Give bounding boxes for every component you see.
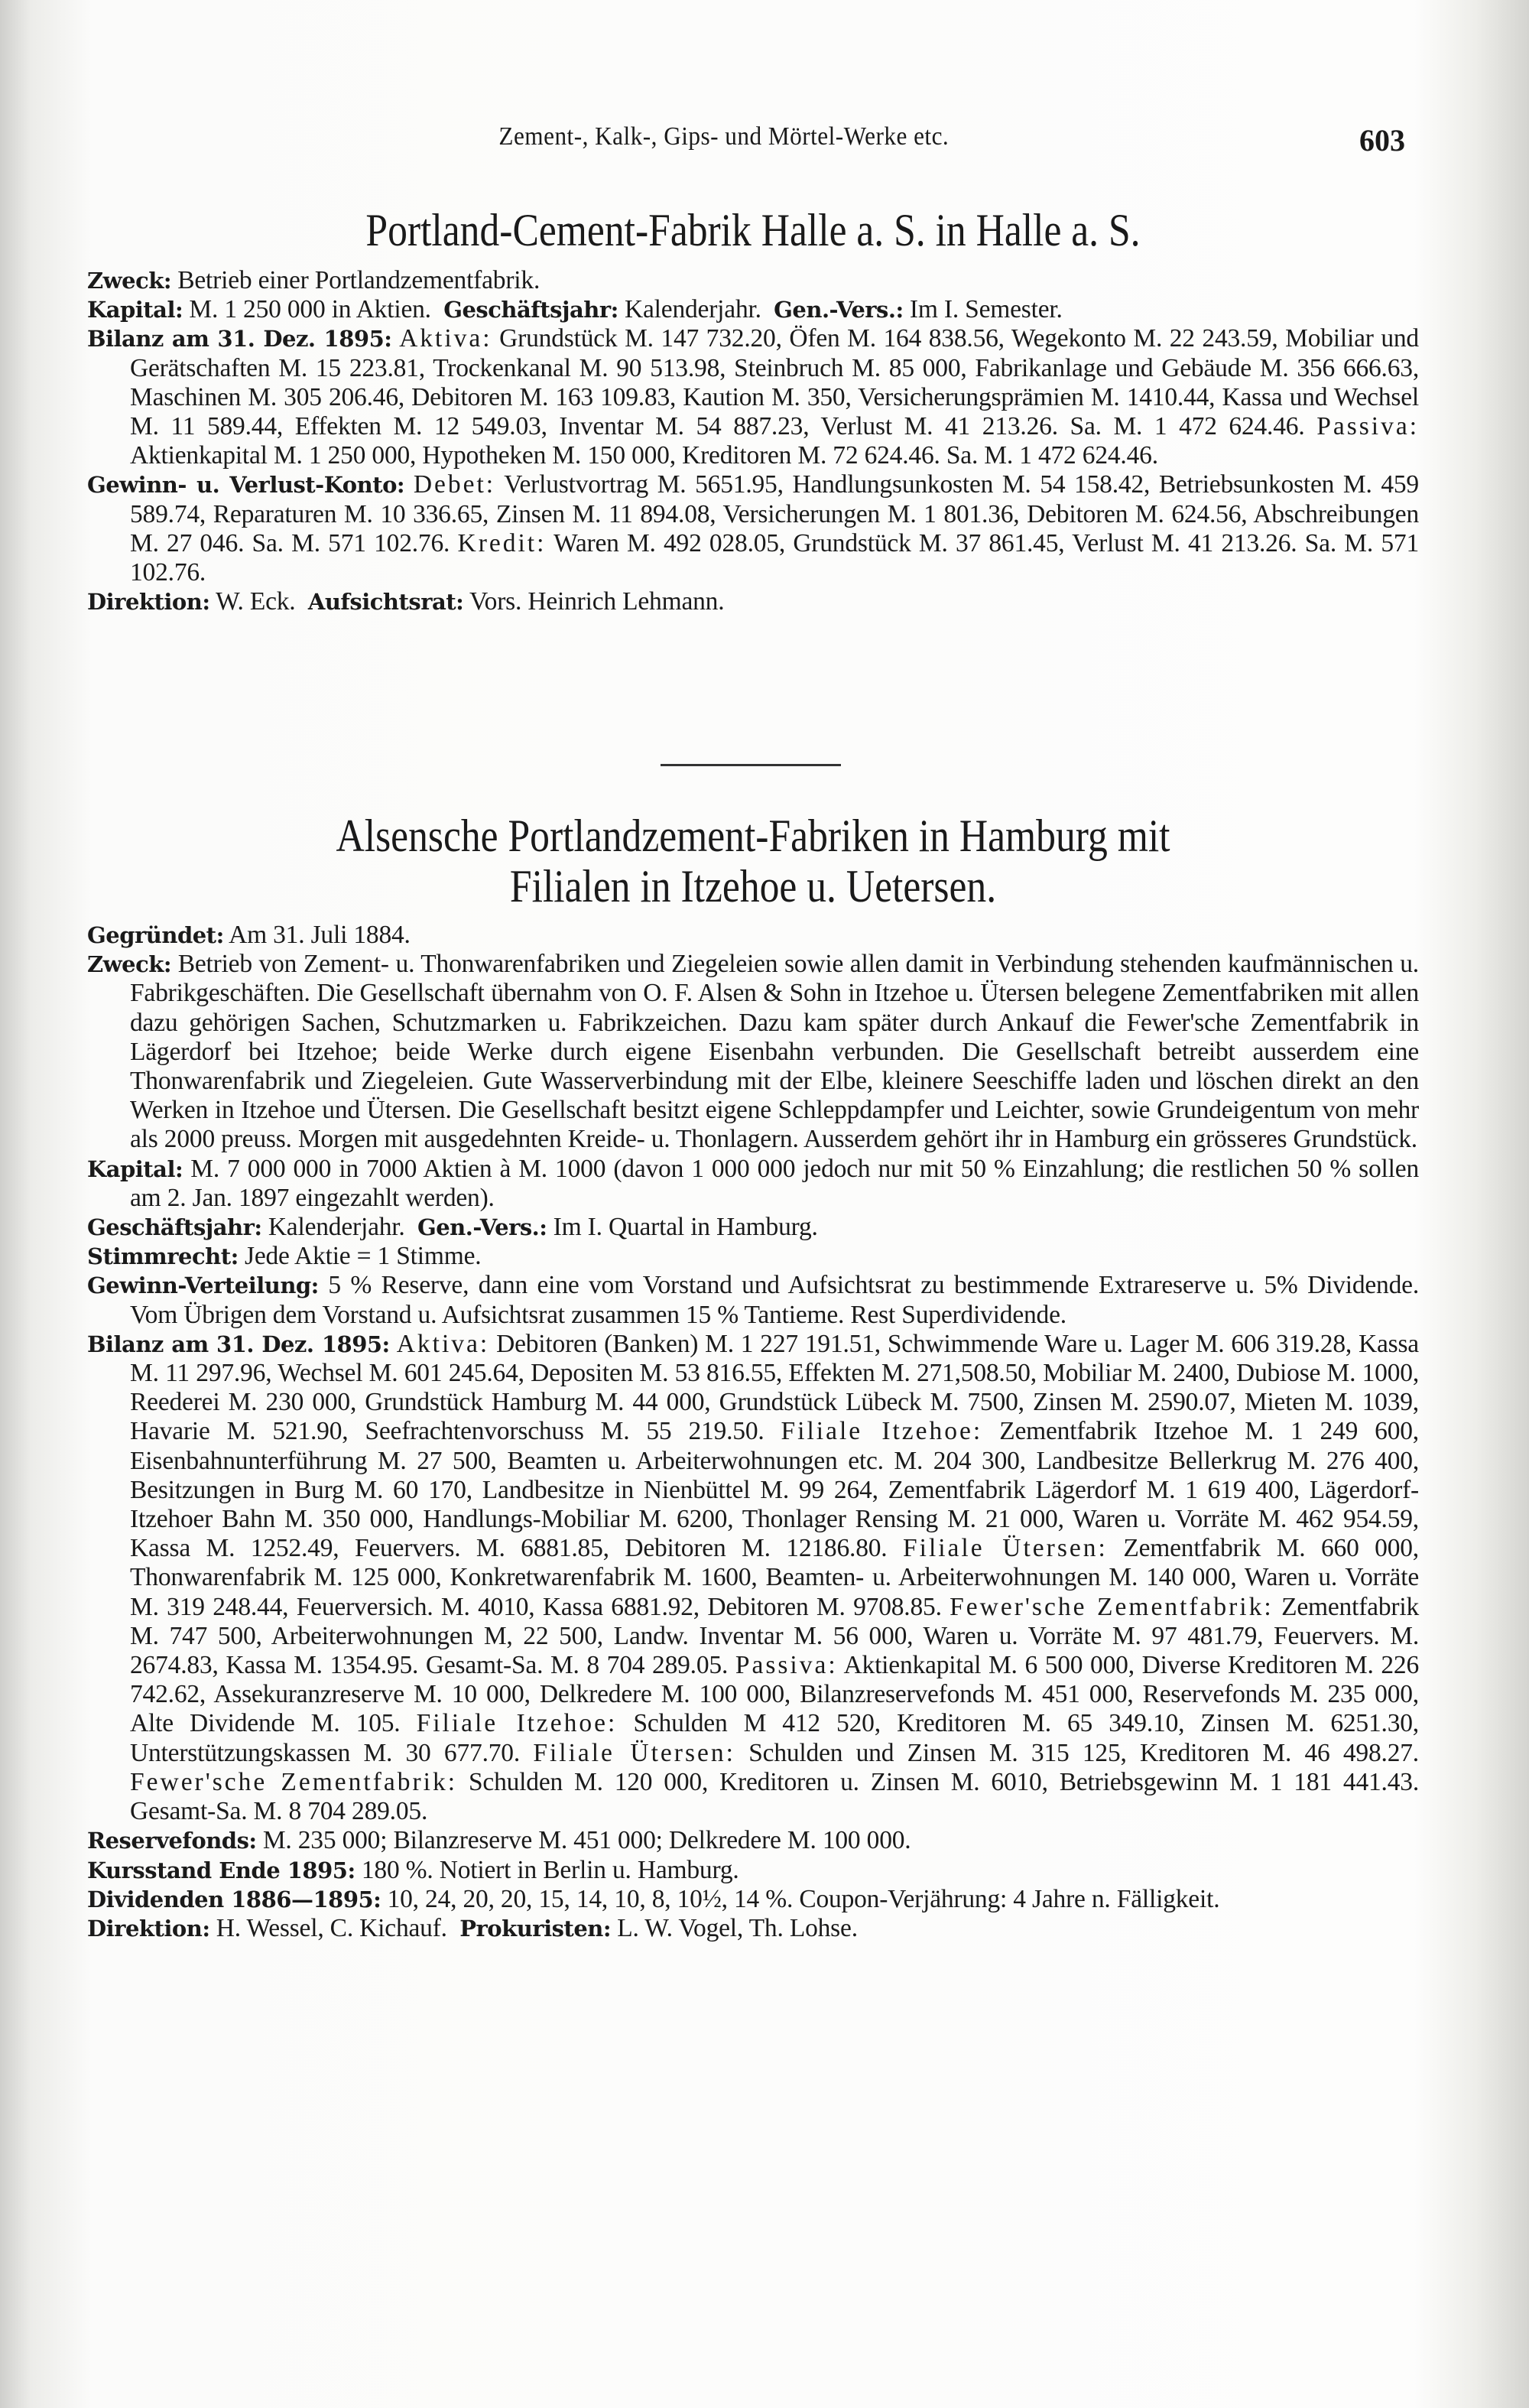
passiva-label: Passiva: [735, 1651, 838, 1680]
field-dividenden [87, 1885, 1419, 1914]
field-value: L. W. Vogel, Th. Lohse. [617, 1913, 858, 1942]
field-label: Dividenden 1886—1895: [87, 1886, 381, 1912]
field-value: M. 1 250 000 in Aktien. [189, 295, 431, 324]
passiva-value: Aktienkapital M. 1 250 000, Hypotheken M. 150 000, Kreditoren M. 72 624.46. Sa. M. 1 472 624.46. [130, 441, 1158, 470]
aktiva-value: Grundstück M. 147 732.20, Öfen M. 164 838.56, Wegekonto M. 22 243.59, Mobiliar und Gerätschaften M. 15 223.81, Trockenkanal M. 90 513.98, Steinbruch M. 85 000, Fabrikanlage und Gebäude M. 356 666.63, Maschinen M. 305 206.46, Debitoren M. 163 109.83, Kaution M. 350, Versicherungsprämien M. 1410.44, Kassa und Wechsel M. 11 589.44, Effekten M. 12 549.03, Inventar M. 54 887.23, Verlust M. 41 213.26. Sa. M. 1 472 624.46. [130, 324, 1419, 441]
company-entry-halle [87, 205, 1419, 616]
field-value: 10, 24, 20, 20, 15, 14, 10, 8, 10½, 14 %. Coupon-Verjährung: 4 Jahre n. Fälligkeit. [387, 1884, 1220, 1913]
field-label: Kursstand Ende 1895: [87, 1857, 355, 1883]
field-label: Zweck: [87, 268, 172, 294]
field-value: Jede Aktie = 1 Stimme. [245, 1242, 482, 1271]
filiale-itzehoe-passiva: Schulden M 412 520, Kreditoren M. 65 349.10, Zinsen M. 6251.30, Unterstützungskassen M. 30 677.70. [130, 1709, 1419, 1767]
filiale-uetersen-passiva: Schulden und Zinsen M. 315 125, Kreditoren M. 46 498.27. [748, 1738, 1419, 1767]
field-bilanz [87, 1330, 1419, 1826]
running-title: Zement-, Kalk-, Gips- und Mörtel-Werke etc. [498, 122, 950, 151]
field-stimmrecht [87, 1242, 1419, 1271]
field-value: 5 % Reserve, dann eine vom Vorstand und Aufsichtsrat zu bestimmende Extrareserve u. 5% Dividende. Vom Übrigen dem Vorstand u. Aufsichtsrat zusammen 15 % Tantieme. Rest Superdividende. [130, 1271, 1419, 1329]
aktiva-label: Aktiva: [396, 1329, 490, 1358]
field-direktion [87, 587, 1419, 616]
fewer-aktiva: Zementfabrik M. 747 500, Arbeiterwohnungen M, 22 500, Landw. Inventar M. 56 000, Waren u. Vorräte M. 97 481.79, Feuervers. M. 2674.83, Kassa M. 1354.95. Gesamt-Sa. M. 8 704 289.05. [130, 1592, 1419, 1680]
field-label: Bilanz am 31. Dez. 1895: [87, 326, 392, 353]
field-label: Gewinn-Verteilung: [87, 1272, 319, 1299]
filiale-itzehoe-label: Filiale Itzehoe: [416, 1709, 618, 1738]
field-label: Gegründet: [87, 922, 224, 948]
field-value: Kalenderjahr. [268, 1213, 405, 1242]
filiale-itzehoe-label: Filiale Itzehoe: [781, 1417, 983, 1446]
passiva-value: Aktienkapital M. 6 500 000, Diverse Kreditoren M. 226 742.62, Assekuranzreserve M. 10 000, Delkredere M. 100 000, Bilanzreservefonds M. 451 000, Reservefonds M. 235 000, Alte Dividende M. 105. [130, 1651, 1419, 1738]
field-zweck [87, 950, 1419, 1154]
field-value: 180 %. Notiert in Berlin u. Hamburg. [361, 1855, 739, 1884]
debet-label: Debet: [413, 470, 496, 499]
field-kapital [87, 1155, 1419, 1213]
fewer-label: Fewer'sche Zementfabrik: [130, 1767, 458, 1796]
field-reservefonds [87, 1826, 1419, 1855]
company-title-line1: Alsensche Portlandzement-Fabriken in Hamburg mit [336, 811, 1170, 861]
field-direktion [87, 1914, 1419, 1943]
field-label: Direktion: [87, 589, 210, 616]
field-label: Gen.-Vers.: [417, 1214, 547, 1241]
field-label: Prokuristen: [459, 1915, 612, 1942]
field-value: M. 235 000; Bilanzreserve M. 451 000; Delkredere M. 100 000. [262, 1826, 911, 1855]
field-gewinn-verteilung [87, 1271, 1419, 1329]
field-label: Reservefonds: [87, 1828, 257, 1854]
field-label: Zweck: [87, 951, 172, 978]
aktiva-label: Aktiva: [399, 324, 492, 353]
kredit-label: Kredit: [457, 528, 547, 557]
field-label: Gen.-Vers.: [774, 297, 904, 323]
fewer-label: Fewer'sche Zementfabrik: [950, 1592, 1274, 1621]
field-value: Am 31. Juli 1884. [229, 921, 411, 949]
field-gewinn-verlust [87, 470, 1419, 587]
filiale-uetersen-label: Filiale Ütersen: [903, 1534, 1108, 1563]
field-bilanz [87, 324, 1419, 470]
field-label: Bilanz am 31. Dez. 1895: [87, 1331, 390, 1357]
field-geschaeftsjahr [87, 1213, 1419, 1242]
field-label: Aufsichtsrat: [307, 589, 464, 616]
field-value: W. Eck. [216, 587, 296, 616]
field-value: Im I. Quartal in Hamburg. [553, 1213, 818, 1242]
kredit-value: Waren M. 492 028.05, Grundstück M. 37 861.45, Verlust M. 41 213.26. Sa. M. 571 102.76. [130, 528, 1419, 587]
section-divider [661, 764, 841, 766]
aktiva-value: Debitoren (Banken) M. 1 227 191.51, Schwimmende Ware u. Lager M. 606 319.28, Kassa M. 11 297.96, Wechsel M. 601 245.64, Depositen M. 53 816.55, Effekten M. 271,508.50, Mobiliar M. 2400, Dubiose M. 1000, Reederei M. 230 000, Grundstück Hamburg M. 44 000, Grundstück Lübeck M. 7500, Zinsen M. 2590.07, Mieten M. 1039, Havarie M. 521.90, Seefrachtenvorschuss M. 55 219.50. [130, 1329, 1419, 1446]
field-label: Gewinn- u. Verlust-Konto: [87, 472, 405, 499]
field-label: Direktion: [87, 1915, 210, 1942]
field-label: Kapital: [87, 297, 183, 323]
filiale-uetersen-label: Filiale Ütersen: [533, 1738, 735, 1767]
field-gegruendet [87, 921, 1419, 950]
field-value: Kalenderjahr. [625, 295, 761, 324]
field-label: Geschäftsjahr: [443, 297, 618, 323]
fewer-passiva: Schulden M. 120 000, Kreditoren u. Zinsen M. 6010, Betriebsgewinn M. 1 181 441.43. Gesamt-Sa. M. 8 704 289.05. [130, 1767, 1419, 1826]
field-label: Stimmrecht: [87, 1243, 239, 1270]
field-kapital [87, 295, 1419, 324]
field-kursstand [87, 1856, 1419, 1885]
field-label: Kapital: [87, 1155, 183, 1182]
field-value: Betrieb einer Portlandzementfabrik. [177, 266, 541, 294]
company-title-line2: Filialen in Itzehoe u. Uetersen. [509, 861, 997, 912]
passiva-label: Passiva: [1316, 412, 1419, 441]
field-label: Geschäftsjahr: [87, 1214, 262, 1241]
running-header [0, 122, 1529, 161]
field-value: H. Wessel, C. Kichauf. [216, 1913, 447, 1942]
field-value: Im I. Semester. [909, 295, 1063, 324]
filiale-itzehoe-aktiva: Zementfabrik Itzehoe M. 1 249 600, Eisenbahnunterführung M. 27 500, Beamten u. Arbeiterwohnungen etc. M. 204 300, Landbesitze Bellerkrug M. 276 400, Besitzungen in Burg M. 60 170, Landbesitze in Nienbüttel M. 99 264, Zementfabrik Lägerdorf M. 1 619 400, Lägerdorf-Itzehoer Bahn M. 350 000, Handlungs-Mobiliar M. 6200, Thonlager Rensing M. 21 000, Waren u. Vorräte M. 462 954.59, Kassa M. 1252.49, Feuervers. M. 6881.85, Debitoren M. 12186.80. [130, 1417, 1419, 1563]
company-entry-alsen [87, 811, 1419, 1943]
debet-value: Verlustvortrag M. 5651.95, Handlungsunkosten M. 54 158.42, Betriebsunkosten M. 459 589.74, Reparaturen M. 10 336.65, Zinsen M. 11 894.08, Versicherungen M. 1 801.36, Debitoren M. 624.56, Abschreibungen M. 27 046. Sa. M. 571 102.76. [130, 470, 1419, 557]
field-zweck [87, 266, 1419, 295]
company-title: Portland-Cement-Fabrik Halle a. S. in Halle a. S. [365, 205, 1141, 255]
filiale-uetersen-aktiva: Zementfabrik M. 660 000, Thonwarenfabrik M. 125 000, Konkretwarenfabrik M. 1600, Beamten- u. Arbeiterwohnungen M. 140 000, Waren u. Vorräte M. 319 248.44, Feuerversich. M. 4010, Kassa 6881.92, Debitoren M. 9708.85. [130, 1534, 1419, 1621]
field-value: Betrieb von Zement- u. Thonwarenfabriken und Ziegeleien sowie allen damit in Verbindung stehenden kaufmännischen u. Fabrikgeschäften. Die Gesellschaft übernahm von O. F. Alsen & Sohn in Itzehoe u. Ütersen belegene Zementfabriken mit allen dazu gehörigen Sachen, Schutzmarken u. Fabrikzeichen. Dazu kam später durch Ankauf die Fewer'sche Zementfabrik in Lägerdorf bei Itzehoe; beide Werke durch eigene Eisenbahn verbunden. Die Gesellschaft betreibt ausserdem eine Thonwarenfabrik und Ziegeleien. Gute Wasserverbindung mit der Elbe, kleinere Seeschiffe laden und löschen direkt an den Werken in Itzehoe und Ütersen. Die Gesellschaft besitzt eigene Schleppdampfer und Leichter, sowie Grundeigentum von mehr als 2000 preuss. Morgen mit ausgedehnten Kreide- u. Thonlagern. Ausserdem gehört ihr in Hamburg ein grösseres Grundstück. [130, 950, 1419, 1154]
field-value: M. 7 000 000 in 7000 Aktien à M. 1000 (davon 1 000 000 jedoch nur mit 50 % Einzahlung; die restlichen 50 % sollen am 2. Jan. 1897 eingezahlt werden). [130, 1154, 1419, 1212]
page-number: 603 [1359, 123, 1405, 158]
field-value: Vors. Heinrich Lehmann. [469, 587, 725, 616]
